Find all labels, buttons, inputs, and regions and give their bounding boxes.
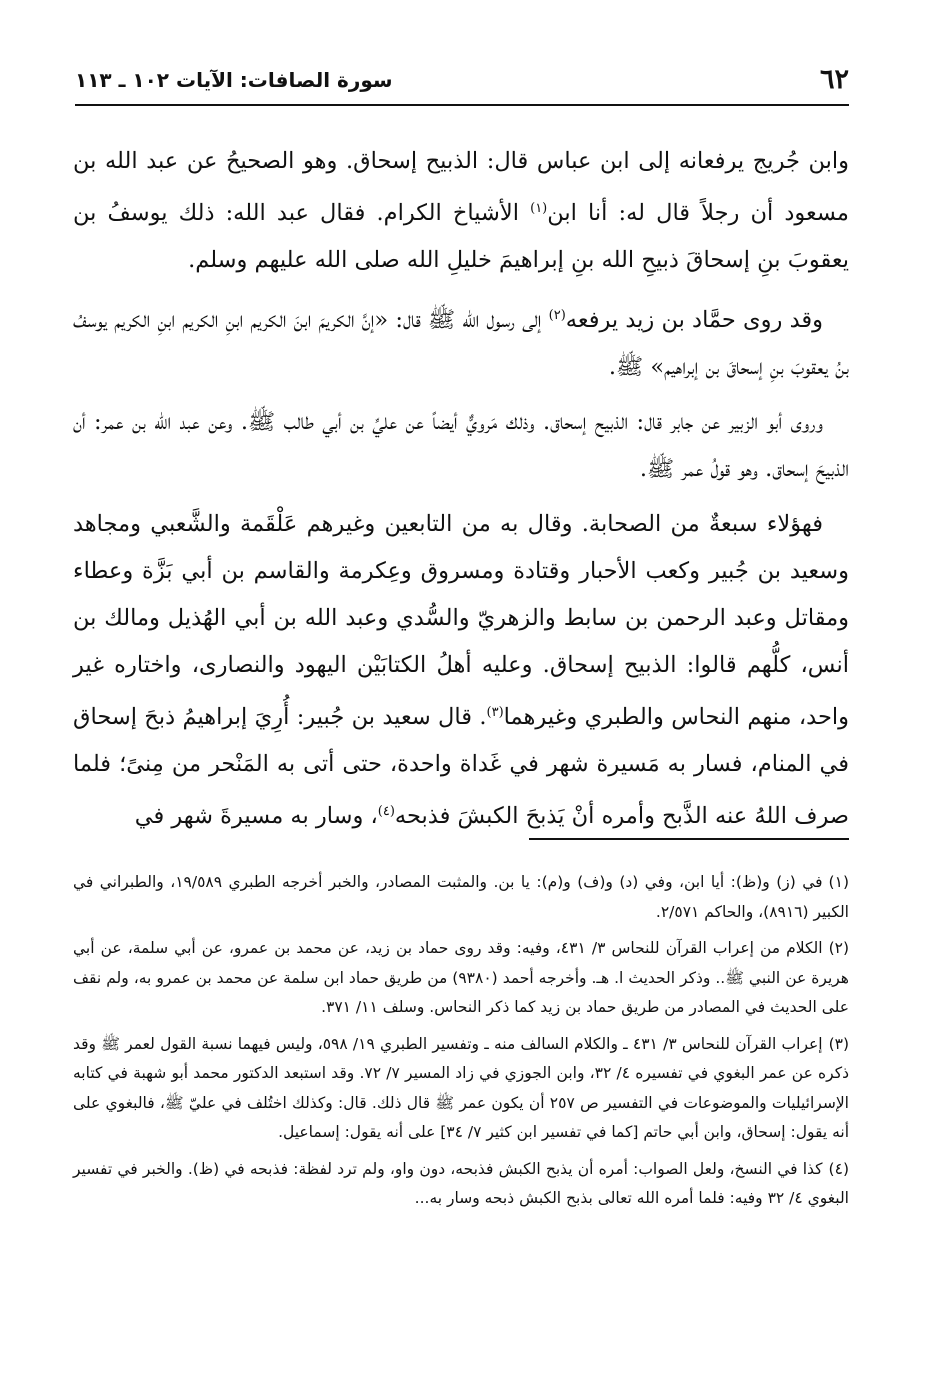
footnote-number: (١) [828, 873, 849, 891]
footnote-number: (٣) [828, 1034, 850, 1053]
footnote [73, 868, 849, 927]
paragraph [73, 501, 849, 840]
paragraph [73, 138, 849, 284]
footnote-ref: (١) [530, 201, 548, 216]
footnote-text: الكلام من إعراب القرآن للنحاس ٣/ ٤٣١، وفيه: وقد روى حماد بن زيد، عن محمد بن عمرو، عن أبي سلمة، عن أبي هريرة عن النبي ﷺ.. وذكر الحديث ا. هـ. وأخرجه أحمد (٩٣٨٠) من طريق حماد ابن سلمة عن محمد بن عمرو به، ولم نقف على الحديث في المصادر من طريق حماد بن زيد كما ذكر النحاس. وسلف ١١/ ٣٧١. [73, 939, 849, 1016]
footnote-text: إعراب القرآن للنحاس ٣/ ٤٣١ ـ والكلام السالف منه ـ وتفسير الطبري ١٩/ ٥٩٨، وليس فيهما نسبة القول لعمر ﷺ وقد ذكره عن عمر البغوي في تفسيره ٤/ ٣٢، وابن الجوزي في زاد المسير ٧/ ٧٢. وقد استبعد الدكتور محمد أبو شهبة في كتابه الإسرائيليات والموضوعات في التفسير ص ٢٥٧ أن يكون عمر ﷺ قال ذلك. قال: وكذلك اختُلف في عليّ ﷺ، فالبغوي على أنه يقول: إسحاق، وابن أبي حاتم [كما في تفسير ابن كثير ٧/ ٣٤] على أنه يقول: إسماعيل. [73, 1034, 849, 1141]
paragraph-text: ، وسار به مسيرةَ شهر في [134, 803, 378, 829]
paragraph [73, 292, 849, 391]
footnote-ref: (٤) [377, 804, 395, 819]
footnote-number: (٢) [828, 939, 850, 957]
footnote-text: في (ز) و(ظ): أيا ابن، وفي (د) و(ف) و(م): يا بن. والمثبت المصادر، والخبر أخرجه الطبري ١٩/٥٨٩، والطبراني في الكبير (٨٩١٦)، والحاكم ٢/٥٧١. [73, 873, 849, 921]
paragraph-text: . قال سعيد بن جُبير: أُرِيَ إبراهيمُ ذبحَ إسحاق في المنام، فسار به مَسيرة شهر في غَداة واحدة، حتى أتى به المَنْحر من مِنىً؛ فلما صرف اللهُ عنه الذَّبح وأمره أنْ يَذبحَ الكبشَ فذبحه [73, 704, 849, 829]
footnote-number: (٤) [828, 1159, 849, 1178]
footnote [73, 934, 849, 1023]
paragraph-text: وابن جُريج يرفعانه إلى ابن عباس قال: الذبيح إسحاق. وهو الصحيحُ عن عبد الله بن مسعود أن رجلاً قال له: أنا ابن [73, 148, 849, 226]
page-header [75, 58, 849, 106]
main-text [73, 138, 849, 848]
paragraph [73, 399, 849, 493]
page-number: ٦٢ [819, 64, 849, 95]
footnotes [73, 868, 849, 1221]
paragraph-text: الأشياخ الكرام. فقال عبد الله: ذلك يوسفُ بن يعقوبَ بنِ إسحاقَ ذبيحِ الله بنِ إبراهيمَ خليلِ الله صلى الله عليهم وسلم. [73, 200, 849, 273]
footnote [73, 1030, 849, 1148]
paragraph-text: فهؤلاء سبعةٌ من الصحابة. وقال به من التابعين وغيرهم عَلْقَمة والشَّعبي ومجاهد وسعيد بن جُبير وكعب الأحبار وقتادة ومسروق وعِكرمة والقاسم بن أبي بَزَّة وعطاء ومقاتل وعبد الرحمن بن سابط والزهريّ والسُّدي وعبد الله بن أبي الهُذيل ومالك بن أنس، كلُّهم قالوا: الذبيح إسحاق. وعليه أهلُ الكتابَيْن اليهود والنصارى، واختاره غير واحد، منهم النحاس والطبري وغيرهما [73, 511, 849, 730]
header-rule [75, 104, 849, 106]
running-title: سورة الصافات: الآيات ١٠٢ ـ ١١٣ [75, 68, 393, 92]
footnote-separator [529, 838, 849, 840]
footnote [73, 1155, 849, 1214]
footnote-text: كذا في النسخ، ولعل الصواب: أمره أن يذبح الكبش فذبحه، دون واو، ولم ترد لفظة: فذبحه في (ظ). والخبر في تفسير البغوي ٤/ ٣٢ وفيه: فلما أمره الله تعالى بذبح الكبش ذبحه وسار به... [73, 1159, 849, 1207]
footnote-ref: (٣) [486, 705, 504, 720]
footnote-ref: (٢) [548, 308, 566, 323]
paragraph-text: إلى رسول الله ﷺ قال: «إنَّ الكريمَ ابنَ الكريم ابنِ الكريم ابنِ الكريم يوسفُ بنُ يعقوبَ بنِ إسحاقَ بن إبراهيم» ﷺ. [73, 307, 849, 380]
paragraph-text: وقد روى حمَّاد بن زيد يرفعه [565, 307, 823, 333]
paragraph-text: وروى أبو الزبير عن جابر قال: الذبيح إسحاق. وذلك مَرويٌّ أيضاً عن عليِّ بن أبي طالب ﷺ. وعن عبد الله بن عمر: أن الذبيحَ إسحاق. وهو قولُ عمر ﷺ. [73, 409, 849, 482]
